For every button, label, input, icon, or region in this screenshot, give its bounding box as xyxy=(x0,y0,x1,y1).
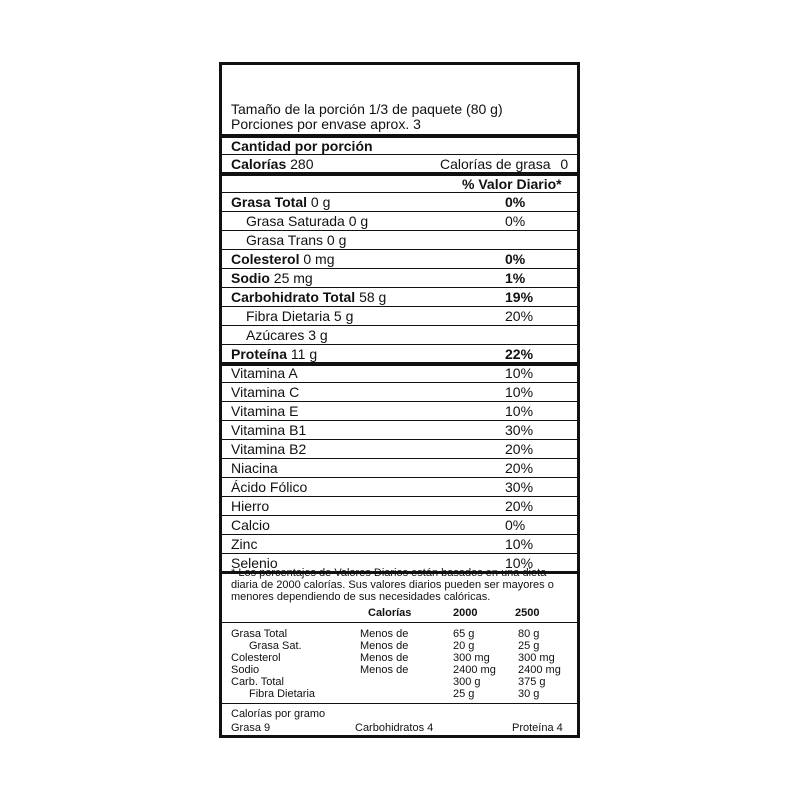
calories-per-gram-title: Calorías por gramo xyxy=(231,708,326,720)
ref-row-2000: 300 mg xyxy=(453,652,490,664)
vitamin-row: Selenio 10% xyxy=(231,555,534,571)
vitamin-row: Ácido Fólico 30% xyxy=(231,478,568,497)
ref-row-qualifier: Menos de xyxy=(360,664,409,676)
ref-row-2500: 2400 mg xyxy=(518,664,561,676)
nutrient-row-saturated-fat: Grasa Saturada 0 g 0% xyxy=(231,212,568,231)
vitamin-row: Vitamina B1 30% xyxy=(231,421,568,440)
vitamin-row: Hierro 20% xyxy=(231,497,568,516)
nutrition-facts-panel xyxy=(219,62,580,738)
ref-header-2500: 2500 xyxy=(515,607,540,619)
fat-calories-value: 0 xyxy=(560,156,569,172)
nutrient-row-sugars: Azúcares 3 g xyxy=(231,326,568,345)
ref-row-2000: 25 g xyxy=(453,688,475,700)
ref-row-name: Sodio xyxy=(231,664,260,676)
ref-row-qualifier: Menos de xyxy=(360,628,409,640)
ref-row-2000: 300 g xyxy=(453,676,481,688)
vitamin-row: Vitamina C 10% xyxy=(231,383,568,402)
nutrient-row-fat: Grasa Total 0 g 0% xyxy=(231,193,568,212)
footnote-line: diaria de 2000 calorías. Sus valores diarios pueden ser mayores o xyxy=(231,579,554,591)
nutrient-row-carbohydrate: Carbohidrato Total 58 g 19% xyxy=(231,288,568,307)
calories-label: Calorías xyxy=(231,156,287,172)
nutrient-row-fiber: Fibra Dietaria 5 g 20% xyxy=(231,307,568,326)
ref-row-qualifier: Menos de xyxy=(360,652,409,664)
ref-row-2500: 80 g xyxy=(518,628,540,640)
vitamin-row: Vitamina B2 20% xyxy=(231,440,568,459)
ref-row-2000: 2400 mg xyxy=(453,664,496,676)
per-gram-carbs: Carbohidratos 4 xyxy=(355,722,434,734)
ref-row-2000: 20 g xyxy=(453,640,475,652)
serving-size: Tamaño de la porción 1/3 de paquete (80 g) xyxy=(231,101,503,117)
ref-row-name: Fibra Dietaria xyxy=(249,688,316,700)
divider xyxy=(222,703,577,704)
nutrient-row-cholesterol: Colesterol 0 mg 0% xyxy=(231,250,568,269)
vitamin-row: Vitamina E 10% xyxy=(231,402,568,421)
per-gram-protein: Proteína 4 xyxy=(512,722,563,734)
ref-row-2000: 65 g xyxy=(453,628,475,640)
ref-row-2500: 300 mg xyxy=(518,652,555,664)
nutrient-row-sodium: Sodio 25 mg 1% xyxy=(231,269,568,288)
servings-per-container: Porciones por envase aprox. 3 xyxy=(231,116,421,132)
ref-row-2500: 375 g xyxy=(518,676,546,688)
amount-per-serving-header: Cantidad por porción xyxy=(231,138,373,154)
per-gram-fat: Grasa 9 xyxy=(231,722,271,734)
divider xyxy=(222,154,577,155)
nutrient-row-protein: Proteína 11 g 22% xyxy=(231,346,534,362)
ref-row-qualifier: Menos de xyxy=(360,640,409,652)
footnote-line: * Los porcentajes de Valores Diarios están basados en una dieta xyxy=(231,567,547,579)
ref-row-name: Colesterol xyxy=(231,652,281,664)
vitamin-row: Zinc 10% xyxy=(231,535,568,554)
ref-header-2000: 2000 xyxy=(453,607,478,619)
vitamin-row: Calcio 0% xyxy=(231,516,568,535)
ref-header-calories: Calorías xyxy=(368,607,412,619)
fat-calories-label: Calorías de grasa xyxy=(440,156,551,172)
ref-row-2500: 25 g xyxy=(518,640,540,652)
ref-row-name: Carb. Total xyxy=(231,676,284,688)
ref-row-name: Grasa Total xyxy=(231,628,288,640)
ref-row-name: Grasa Sat. xyxy=(249,640,302,652)
daily-value-header: % Valor Diario* xyxy=(462,176,562,192)
vitamin-row: Vitamina A 10% xyxy=(231,364,568,383)
fat-calories xyxy=(440,156,568,172)
vitamin-row: Niacina 20% xyxy=(231,459,568,478)
ref-row-2500: 30 g xyxy=(518,688,540,700)
nutrient-row-trans-fat: Grasa Trans 0 g xyxy=(231,231,568,250)
calories-row xyxy=(231,156,314,172)
footnote-line: menores dependiendo de sus necesidades calóricas. xyxy=(231,591,491,603)
calories-value: 280 xyxy=(290,156,314,172)
divider xyxy=(222,622,577,623)
